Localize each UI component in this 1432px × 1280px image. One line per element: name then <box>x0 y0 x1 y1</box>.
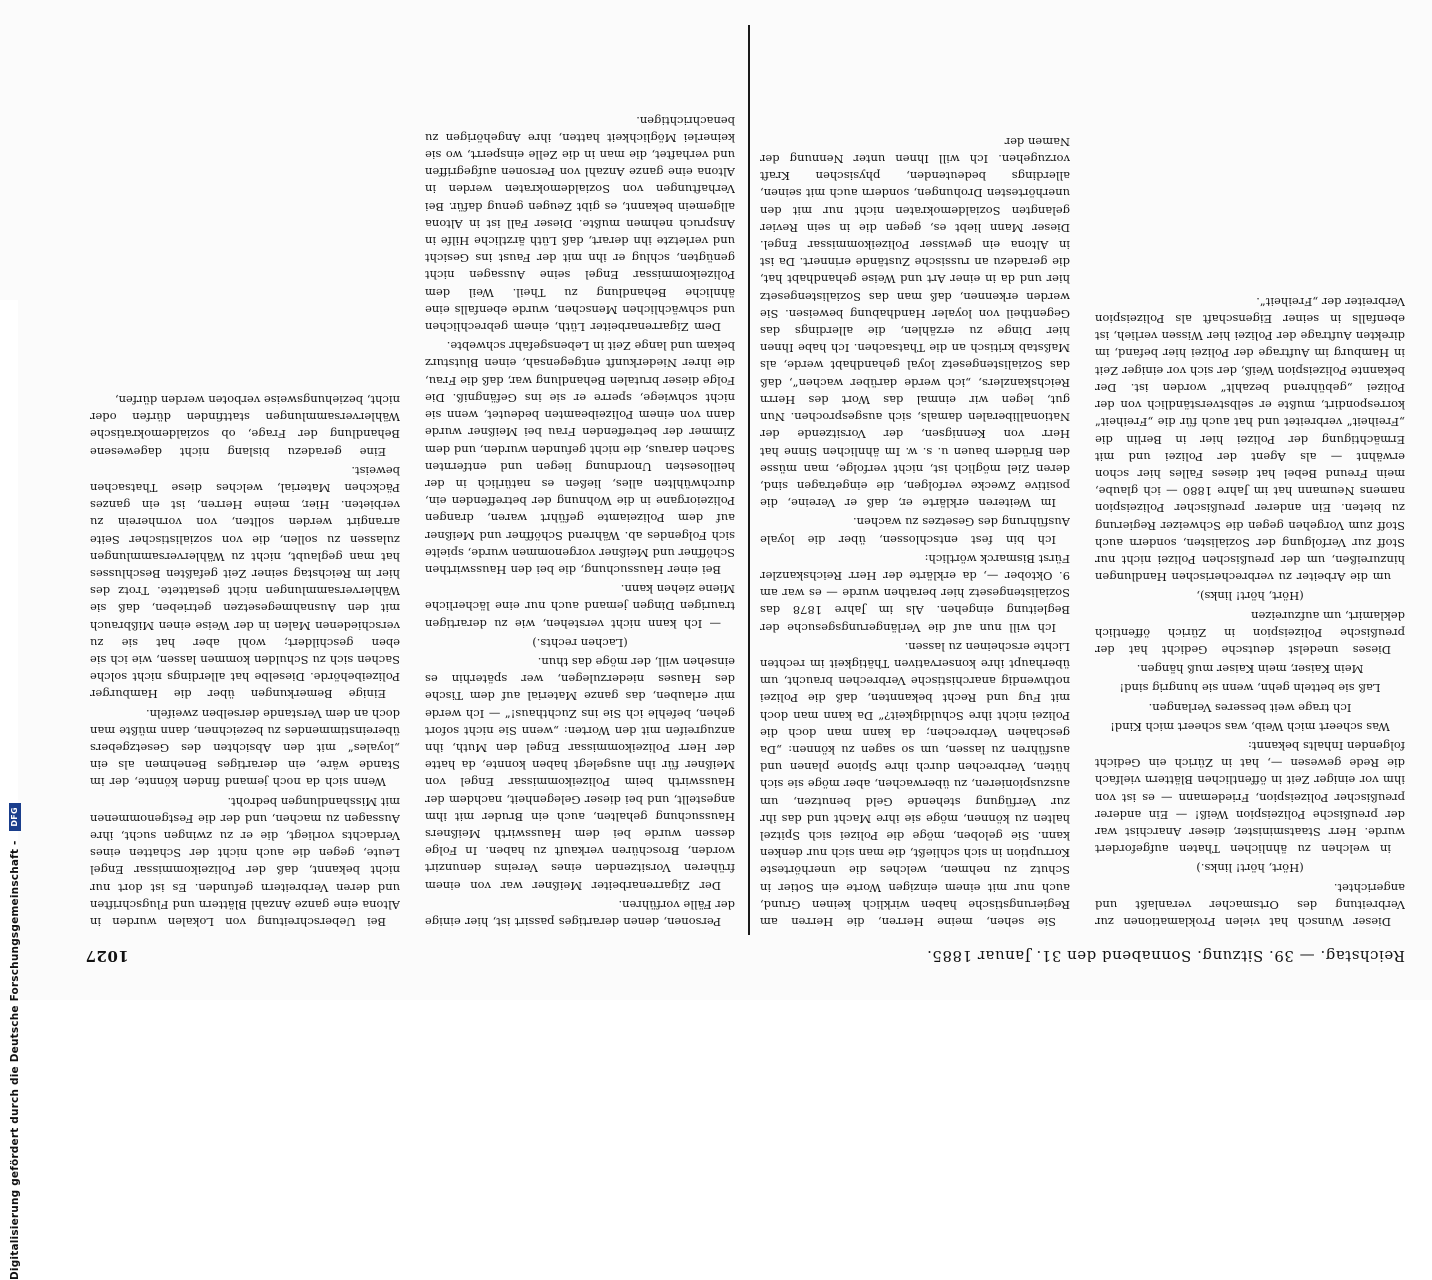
interjection: (Hört, hört! links.) <box>1196 861 1304 876</box>
quotation: Ich bin fest entschlossen, über die loyale Ausführung des Gesetzes zu wachen. <box>760 515 1070 547</box>
paragraph: Der Zigarrenarbeiter Meißner war von einem früheren Vorsitzenden eines Vereins denunzirt worden, Broschüren verkauft zu haben. In Folge dessen wurde bei dem Hausswirth Meißners Haussuchung gehalten, auch ein Bruder mit ihm angestellt, und bei dieser Gelegenheit, nachdem der Hausswirth beim Polizeikommissar Engel von Meißner für ihn ausgelegt haben konnte, da hatte der Herr Polizeikommissar Engel den Muth, ihn anzugreifen mit den Worten: „wenn Sie nicht sofort gehen, befehle ich Sie ins Zuchthaus!“ — Ich werde mir erlauben, das ganze Material auf dem Tische des Hauses niederzulegen, wer späterhin es einsehen will, der möge das thun. <box>425 654 735 893</box>
paragraph: Bei einer Haussuchung, die bei den Hausswirthen Schöffner und Meißner vorgenommen wurde, spielte sich Folgendes ab. Während Schöffner und Meißner auf dem Polizeiamte geführt waren, drangen Polizeiorgane in die Wohnung der betreffenden ein, durchwühlten alles, ließen es natürlich in der heillosesten Unordnung liegen und entfernten Sachen daraus, die nicht gefunden wurden, und dem Zimmer der betreffenden Frau bei Meißner wurde dann von einem Polizeibeamten bedeutet, wenn sie nicht schwiege, sperre er sie ins Gefängniß. Die Folge dieser brutalen Behandlung war, daß die Frau, die ihrer Niederkunft entgegensah, einen Blutsturz bekam und lange Zeit in Lebensgefahr schwebte. <box>425 339 735 577</box>
running-header <box>85 939 1405 965</box>
left-page-column-overflow <box>760 25 1070 930</box>
right-page <box>85 25 735 930</box>
left-page <box>755 25 1405 930</box>
paragraph: um die Arbeiter zu verbrecherischen Handlungen hinzureißen, um der preußischen Polizei nicht nur Stoff zur Verfolgung der Sozialisten, sondern auch Stoff zum Vorgehen gegen die Schweizer Regierung zu bieten. Ein anderer preußischer Polizeispion namens Neumann hat im Jahre 1880 — ich glaube, mein Freund Bebel hat dieses Falles hier schon erwähnt — als Agent der Polizei und mit Ermächtigung der Polizei hier in Berlin die „Freiheit“ verbreitet und hat auch für die „Freiheit“ korrespondirt, mußte er selbstverständlich von der Polizei „gebührend bezahlt“ worden ist. Der bekannte Polizeispion Weiß, der sich vor einiger Zeit in Hamburg im Auftrage der Polizei hier befand, im direkten Auftrage der Polizei hier Wissen verlieh, ist ebenfalls in seiner Eigenschaft als Polizeispion Verbreiter der „Freiheit“. <box>1095 294 1405 585</box>
rotated-document <box>70 15 1425 985</box>
verse-line: Mein Kaiser, mein Kaiser muß hängen. <box>1136 662 1364 677</box>
interjection: (Lachen rechts.) <box>532 635 628 650</box>
paragraph: Einige Bemerkungen über die Hamburger Polizeibehörde. Dieselbe hat allerdings nicht solche Sachen sich zu Schulden kommen lassen, wie ich sie eben geschildert; wohl aber hat sie zu verschiedenen Malen in der Weise einen Mißbrauch mit den Ausnahmegesetzen getrieben, daß sie Wählerversammlungen nicht gestattete. Trotz des hier im Reichstag seiner Zeit gefaßten Beschlusses hat man geglaubt, nicht zu Wählerversammlungen zulassen zu sollen, die von sozialistischer Seite arrangirt werden sollten, von vornherein zu verbieten. Hier, meine Herren, ist ein ganzes Päckchen Material, welches diese Thatsachen beweist. <box>90 463 400 702</box>
paragraph: Ich will nun auf die Verlängerungsgesuche der Begleitung eingehen. Als im Jahre 1878 das Sozialistengesetz hier berathen wurde — es war am 9. Oktober —, da erklärte der Herr Reichskanzler Fürst Bismarck wörtlich: <box>760 551 1070 635</box>
paragraph: Sie sehen, meine Herren, die Herren am Regierungstische haben wirklich keinen Grund, auch nur mit einem einzigen Worte ein Sotier in Schutz zu nehmen, welches die unerhörteste Korruption in sich schließt, die man sich nur denken kann. Sie geloben, möge die Polizei sich Spitzel halten zu können, möge sie ihre Macht und das ihr zur Verfügung stehende Geld benutzen, um auszuspionieren, zu überwachen, aber möge sie sich hüten, Verbrechen durch ihre Spione planen und ausführen zu lassen, um so sagen zu können: „Da geschahen Verbrechen; da kann man doch die Polizei nicht ihre Schuldigkeit?“ Da kann man doch mit Fug und Recht bekannten, daß die Polizei nothwendig anarchistische Verbrechen braucht, um überhaupt ihre konservativen Thätigkeit im rechten Lichte erscheinen zu lassen. <box>760 639 1070 929</box>
left-page-column <box>1095 25 1405 930</box>
paragraph: — Ich kann nicht verstehen, wie zu derartigen traurigen Dingen jemand auch nur eine lächerliche Miene ziehen kann. <box>425 582 735 631</box>
paragraph: Personen, denen derartiges passirt ist, hier einige der Fälle vorführen. <box>425 897 735 929</box>
right-page-column-overflow <box>90 25 400 930</box>
paragraph: Wenn sich da noch jemand finden könnte, der im Stande wäre, ein derartiges Benehmen als ein „loyales“ mit den Absichten des Gesetzgebers übereinstimmendes zu bezeichnen, dann müßte man doch an dem Verstande derselben zweifeln. <box>90 706 400 790</box>
paragraph: Dem Zigarrenarbeiter Lüth, einem gebrechlichen und schwächlichen Menschen, wurde ebenfalls eine ähnliche Behandlung zu Theil. Weil dem Polizeikommissar Engel seine Aussagen nicht genügten, schlug er ihn mit der Faust ins Gesicht und verletzte ihn derart, daß Lüth ärztliche Hilfe in Anspruch nehmen mußte. Dieser Fall ist in Altona allgemein bekannt, es gibt Zeugen genug dafür. Bei Verhaftungen von Sozialdemokraten werden in Altona eine ganze Anzahl von Personen aufgegriffen und verhaftet, die man in die Zelle einsperrt, wo sie keinerlei Möglichkeit hatten, ihre Angehörigen zu benachrichtigen. <box>425 113 735 335</box>
credit-text: Digitalisierung gefördert durch die Deutsche Forschungsgemeinschaft - <box>9 840 21 1280</box>
verse-line: Laß sie betteln gehn, wenn sie hungrig sind! <box>1119 681 1381 696</box>
dfg-logo: DFG <box>9 803 21 830</box>
digitization-credit-strip <box>0 300 21 1280</box>
paragraph: in welchen zu ähnlichen Thaten aufgefordert wurde. Herr Staatsminister, dieser Anarchist war der preußische Polizeispion Weiß! — Ein anderer preußischer Polizeispion, Friedemann — es ist von ihm vor einiger Zeit in öffentlichen Blättern vielfach die Rede gewesen —, hat in Zürich ein Gedicht folgenden Inhalts bekannt: <box>1095 738 1405 857</box>
verse-line: Was scheert mich Weib, was scheert mich Kind! <box>1110 719 1390 734</box>
paragraph: Dieser Wunsch hat vielen Proklamationen zur Verbreitung des Ortsmacher veranlaßt und angerichtet. <box>1095 880 1405 929</box>
paragraph: Bei Ueberschreitung von Lokalen wurden in Altona eine ganze Anzahl Blättern und Flugschriften und deren Verbreitern gefunden. Es ist dort nur nicht bekannt, daß der Polizeikommissar Engel Leute, gegen die auch nicht der Schatten eines Verdachts vorliegt, die er zu zwingen sucht, ihre Aussagen zu machen, und der die Festgenommenen mit Misshandlungen bedroht. <box>90 794 400 929</box>
interjection: (Hört, hört! links), <box>1196 589 1304 604</box>
paragraph: Dieses unedelst deutsche Gedicht hat der preußische Polizeispion in Zürich öffentlich deklamirt, um aufzureizen <box>1095 608 1405 657</box>
verse-line: Ich trage weit besseres Verlangen. <box>1148 700 1352 715</box>
header-title: Reichstag. — 39. Sitzung. Sonnabend den 31. Januar 1885. <box>926 947 1405 965</box>
paragraph: Eine geradezu bislang nicht dagewesene Behandlung der Frage, ob sozialdemokratische Wählerversammlungen stattfinden dürfen oder nicht, beziehungsweise verboten werden dürfen, <box>90 392 400 459</box>
digitization-credit <box>9 803 21 1280</box>
paragraph: Im Weiteren erklärte er, daß er Vereine, die positive Zwecke verfolgen, die eingetragen sind, deren Ziel möglich ist, nicht verfolge, man müsse den Brüdern bauen u. s. w. Im ähnlichen Sinne hat Herr von Kennigsen, der Vorsitzende der Nationalliberalen damals, sich ausgesprochen. Nun gut, legen wir einmal das Wort des Herrn Reichskanzlers, „ich werde darüber wachen“, daß das Sozialistengesetz loyal gehandhabt werde, als Maßstab kritisch an die Thatsachen. Ich habe Ihnen hier Dinge zu erzählen, die allerdings das Gegentheil von loyaler Handhabung beweisen. Sie werden erkennen, daß man das Sozialistengesetz hier und da in einer Art und Weise gehandhabt hat, die geradezu an russische Zustände erinnert. Da ist in Altona ein gewisser Polizeikommissar Engel. Dieser Mann liebt es, gegen die in sein Revier gelangten Sozialdemokraten nicht nur mit den unerhörtesten Drohungen, sondern auch mit seinen, allerdings bedeutenden, physischen Kraft vorzugehen. Ich will Ihnen unter Nennung der Namen der <box>760 134 1070 511</box>
page-divider <box>748 25 750 935</box>
right-page-column <box>425 25 735 930</box>
page-number: 1027 <box>85 947 129 965</box>
